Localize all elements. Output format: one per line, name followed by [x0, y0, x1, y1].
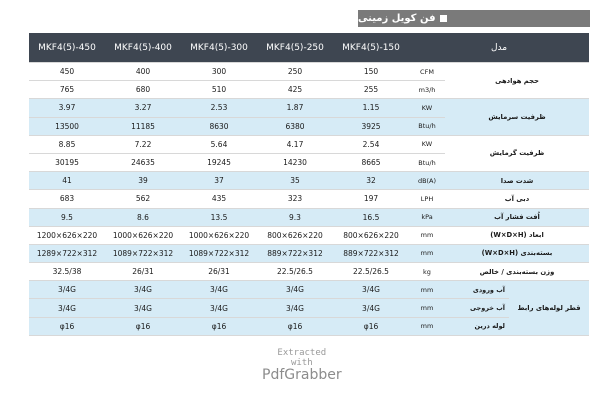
title-square-icon [440, 15, 447, 22]
row-label-water-flow: دبی آب [445, 190, 589, 208]
cell-value: 1289×722×312 [29, 244, 105, 262]
row-label-pressure-drop: اُفت فشار آب [445, 208, 589, 226]
cell-value: 32.5/38 [29, 263, 105, 281]
row-label-cooling: ظرفیت سرمایش [445, 99, 589, 135]
cell-value: 6380 [257, 117, 333, 135]
cell-value: 1000×626×220 [105, 226, 181, 244]
model-header-150: MKF4(5)-150 [333, 33, 409, 63]
cell-value: 255 [333, 81, 409, 99]
table-row [29, 172, 589, 190]
cell-value: 3/4G [105, 299, 181, 317]
cell-value: 3/4G [333, 281, 409, 299]
cell-unit: Btu/h [409, 153, 445, 171]
model-header-400: MKF4(5)-400 [105, 33, 181, 63]
cell-value: 435 [181, 190, 257, 208]
cell-unit: dB(A) [409, 172, 445, 190]
cell-value: 7.22 [105, 135, 181, 153]
watermark-line-2: with [290, 358, 313, 368]
cell-value: 9.5 [29, 208, 105, 226]
cell-value: 3/4G [257, 299, 333, 317]
cell-value: 400 [105, 63, 181, 81]
cell-value: 250 [257, 63, 333, 81]
cell-unit: mm [409, 281, 445, 299]
table-row [29, 226, 589, 244]
cell-unit: mm [409, 299, 445, 317]
cell-value: 13500 [29, 117, 105, 135]
cell-value: φ16 [181, 317, 257, 335]
cell-unit: kg [409, 263, 445, 281]
cell-value: φ16 [257, 317, 333, 335]
cell-value: 1.15 [333, 99, 409, 117]
cell-value: 3.97 [29, 99, 105, 117]
cell-value: 9.3 [257, 208, 333, 226]
cell-value: 765 [29, 81, 105, 99]
watermark-brand: PdfGrabber [262, 367, 342, 383]
cell-value: 22.5/26.5 [333, 263, 409, 281]
table-row [29, 190, 589, 208]
cell-value: 3/4G [181, 299, 257, 317]
cell-value: 197 [333, 190, 409, 208]
cell-value: 11185 [105, 117, 181, 135]
cell-value: 39 [105, 172, 181, 190]
cell-value: 1000×626×220 [181, 226, 257, 244]
cell-value: 19245 [181, 153, 257, 171]
row-label-weight: وزن بسته‌بندی / خالص [445, 263, 589, 281]
cell-value: 24635 [105, 153, 181, 171]
header-row [29, 33, 589, 63]
cell-value: 1089×722×312 [105, 244, 181, 262]
cell-value: 22.5/26.5 [257, 263, 333, 281]
cell-unit: mm [409, 317, 445, 335]
section-title-bar [358, 10, 590, 27]
cell-value: 3/4G [333, 299, 409, 317]
cell-value: 8.85 [29, 135, 105, 153]
cell-unit: kPa [409, 208, 445, 226]
table-row [29, 208, 589, 226]
cell-value: 26/31 [105, 263, 181, 281]
cell-value: 4.17 [257, 135, 333, 153]
cell-value: 2.53 [181, 99, 257, 117]
row-sublabel-inlet: آب ورودی [445, 281, 509, 299]
cell-value: 3/4G [29, 299, 105, 317]
cell-value: 26/31 [181, 263, 257, 281]
table-row [29, 317, 589, 335]
cell-value: 323 [257, 190, 333, 208]
row-sublabel-drain: لوله درین [445, 317, 509, 335]
cell-value: 3.27 [105, 99, 181, 117]
cell-unit: mm [409, 244, 445, 262]
cell-unit: KW [409, 99, 445, 117]
table-row [29, 281, 589, 299]
cell-value: 889×722×312 [257, 244, 333, 262]
table-row [29, 244, 589, 262]
table-row [29, 299, 589, 317]
model-header-250: MKF4(5)-250 [257, 33, 333, 63]
row-label-heating: ظرفیت گرمایش [445, 135, 589, 171]
row-sublabel-outlet: آب خروجی [445, 299, 509, 317]
cell-value: 562 [105, 190, 181, 208]
row-label-pipes: قطر لوله‌های رابط [509, 281, 589, 336]
cell-unit: CFM [409, 63, 445, 81]
cell-value: 683 [29, 190, 105, 208]
spec-table [29, 33, 589, 336]
cell-value: 5.64 [181, 135, 257, 153]
cell-value: 3/4G [29, 281, 105, 299]
table-row [29, 99, 589, 117]
cell-value: 1.87 [257, 99, 333, 117]
cell-value: 300 [181, 63, 257, 81]
cell-value: φ16 [29, 317, 105, 335]
watermark [262, 348, 342, 382]
cell-value: 800×626×220 [257, 226, 333, 244]
cell-value: 150 [333, 63, 409, 81]
table-row [29, 63, 589, 81]
section-title: فن کویل زمینی [358, 13, 436, 24]
cell-value: 3/4G [181, 281, 257, 299]
table-row [29, 263, 589, 281]
cell-value: 800×626×220 [333, 226, 409, 244]
cell-unit: Btu/h [409, 117, 445, 135]
cell-value: 1089×722×312 [181, 244, 257, 262]
cell-value: 8665 [333, 153, 409, 171]
model-label-header: مدل [409, 33, 589, 63]
cell-value: φ16 [333, 317, 409, 335]
cell-value: 1200×626×220 [29, 226, 105, 244]
cell-value: 3/4G [105, 281, 181, 299]
cell-value: 3925 [333, 117, 409, 135]
cell-value: 35 [257, 172, 333, 190]
watermark-line-1: Extracted [277, 348, 327, 358]
cell-value: 2.54 [333, 135, 409, 153]
row-label-dimensions: ابعاد (W×D×H) [445, 226, 589, 244]
cell-value: 32 [333, 172, 409, 190]
cell-unit: mm [409, 226, 445, 244]
cell-value: 13.5 [181, 208, 257, 226]
cell-unit: LPH [409, 190, 445, 208]
cell-value: φ16 [105, 317, 181, 335]
cell-value: 3/4G [257, 281, 333, 299]
model-header-300: MKF4(5)-300 [181, 33, 257, 63]
row-label-package: بسته‌بندی (W×D×H) [445, 244, 589, 262]
model-header-450: MKF4(5)-450 [29, 33, 105, 63]
cell-value: 510 [181, 81, 257, 99]
cell-value: 14230 [257, 153, 333, 171]
row-label-noise: شدت صدا [445, 172, 589, 190]
cell-value: 16.5 [333, 208, 409, 226]
cell-value: 680 [105, 81, 181, 99]
table-row [29, 135, 589, 153]
cell-value: 425 [257, 81, 333, 99]
cell-unit: KW [409, 135, 445, 153]
cell-value: 8630 [181, 117, 257, 135]
row-label-airflow: حجم هوادهی [445, 63, 589, 99]
cell-value: 889×722×312 [333, 244, 409, 262]
cell-unit: m3/h [409, 81, 445, 99]
cell-value: 41 [29, 172, 105, 190]
cell-value: 450 [29, 63, 105, 81]
cell-value: 8.6 [105, 208, 181, 226]
cell-value: 30195 [29, 153, 105, 171]
cell-value: 37 [181, 172, 257, 190]
